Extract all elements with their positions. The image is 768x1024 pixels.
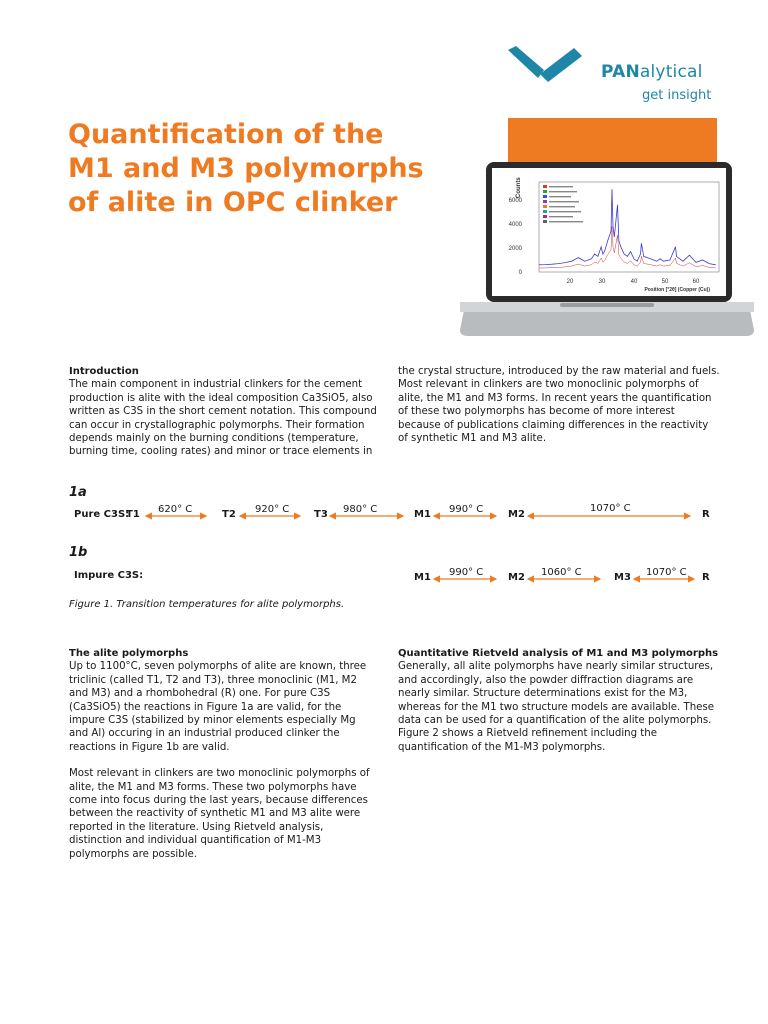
phase-label: R — [702, 509, 710, 520]
title-line-2: M1 and M3 polymorphs — [68, 153, 424, 184]
temp-label: 920° C — [255, 504, 290, 515]
figure-label-1a: 1a — [69, 485, 87, 500]
phase-label: M3 — [614, 572, 631, 583]
title-line-3: of alite in OPC clinker — [68, 187, 398, 218]
chart-ylabel: Counts — [516, 177, 522, 198]
ytick-label: 6000 — [508, 198, 522, 204]
phase-label: M2 — [508, 572, 525, 583]
phase-label: T1 — [126, 509, 140, 520]
chart-xlabel: Position [°2θ] (Copper (Cu)) — [644, 287, 710, 293]
temp-label: 990° C — [449, 567, 484, 578]
phase-label: T2 — [222, 509, 236, 520]
ytick-label: 4000 — [508, 222, 522, 228]
intro-text-1: The main component in industrial clinkers for the cement production is alite with the ideal composition Ca3SiO5, also written as C3S in the short cement notation. This compound can occur in crystallographic polymorphs. Their formation depends mainly on the burning conditions (temperature, burning time, cooling rates) and minor or trace elements in — [69, 379, 377, 458]
xtick-label: 40 — [630, 279, 638, 285]
temp-label: 1060° C — [541, 567, 582, 578]
phase-label: T3 — [314, 509, 328, 520]
figure-label-1b: 1b — [69, 545, 88, 560]
brand-tagline: get insight — [642, 88, 712, 103]
brand-name-bold: PAN — [601, 62, 640, 82]
temp-label: 1070° C — [590, 503, 631, 514]
phase-label: M1 — [414, 509, 431, 520]
xtick-label: 50 — [661, 279, 669, 285]
brand-name-rest: alytical — [639, 62, 703, 82]
temp-label: 1070° C — [646, 567, 687, 578]
figure-caption: Figure 1. Transition temperatures for alite polymorphs. — [69, 599, 345, 610]
title-line-1: Quantification of the — [68, 119, 384, 150]
temp-label: 620° C — [158, 504, 193, 515]
alite-paragraph-1: Up to 1100°C, seven polymorphs of alite are known, three triclinic (called T1, T2 and T3), three monoclinic (M1, M2 and M3) and a rhombohedral (R) one. For pure C3S (Ca3SiO5) the reactions in Figure 1a are valid, for the impure C3S (stabilized by minor elements especially Mg and Al) occuring in an industrial produced clinker the reactions in Figure 1b are valid. — [69, 661, 367, 753]
alite-paragraph-2: Most relevant in clinkers are two monoclinic polymorphs of alite, the M1 and M3 forms. These two polymorphs have come into focus during the last years, because differences between the reactivity of synthetic M1 and M3 alite were reported in the literature. Using Rietveld analysis, distinction and individual quantification of M1-M3 polymorphs are possible. — [69, 768, 370, 860]
intro-text-2: the crystal structure, introduced by the raw material and fuels. Most relevant in clinkers are two monoclinic polymorphs of alite, the M1 and M3 forms. In recent years the quantification of these two polymorphs has become of more interest because of publications claiming differences in the reactivity of synthetic M1 and M3 alite. — [398, 366, 720, 445]
rietveld-section — [398, 647, 720, 754]
row-a-label: Pure C3S: — [74, 509, 130, 520]
temp-label: 990° C — [449, 504, 484, 515]
xtick-label: 60 — [692, 279, 700, 285]
ytick-label: 2000 — [508, 246, 522, 252]
phase-label: R — [702, 572, 710, 583]
rietveld-paragraph: Generally, all alite polymorphs have nearly similar structures, and accordingly, also the powder diffraction diagrams are nearly similar. Structure determinations exist for the M3, whereas for the M1 two structure models are available. These data can be used for a quantification of the alite polymorphs. Figure 2 shows a Rietveld refinement including the quantification of the M1-M3 polymorphs. — [398, 661, 715, 753]
alite-section — [69, 647, 377, 861]
ytick-label: 0 — [518, 270, 522, 276]
row-b-label: Impure C3S: — [74, 570, 144, 581]
rietveld-heading: Quantitative Rietveld analysis of M1 and M3 polymorphs — [398, 648, 719, 659]
alite-heading: The alite polymorphs — [69, 648, 189, 659]
phase-label: M1 — [414, 572, 431, 583]
intro-heading: Introduction — [69, 366, 139, 377]
phase-label: M2 — [508, 509, 525, 520]
xtick-label: 20 — [566, 279, 574, 285]
temp-label: 980° C — [343, 504, 378, 515]
xtick-label: 30 — [598, 279, 606, 285]
